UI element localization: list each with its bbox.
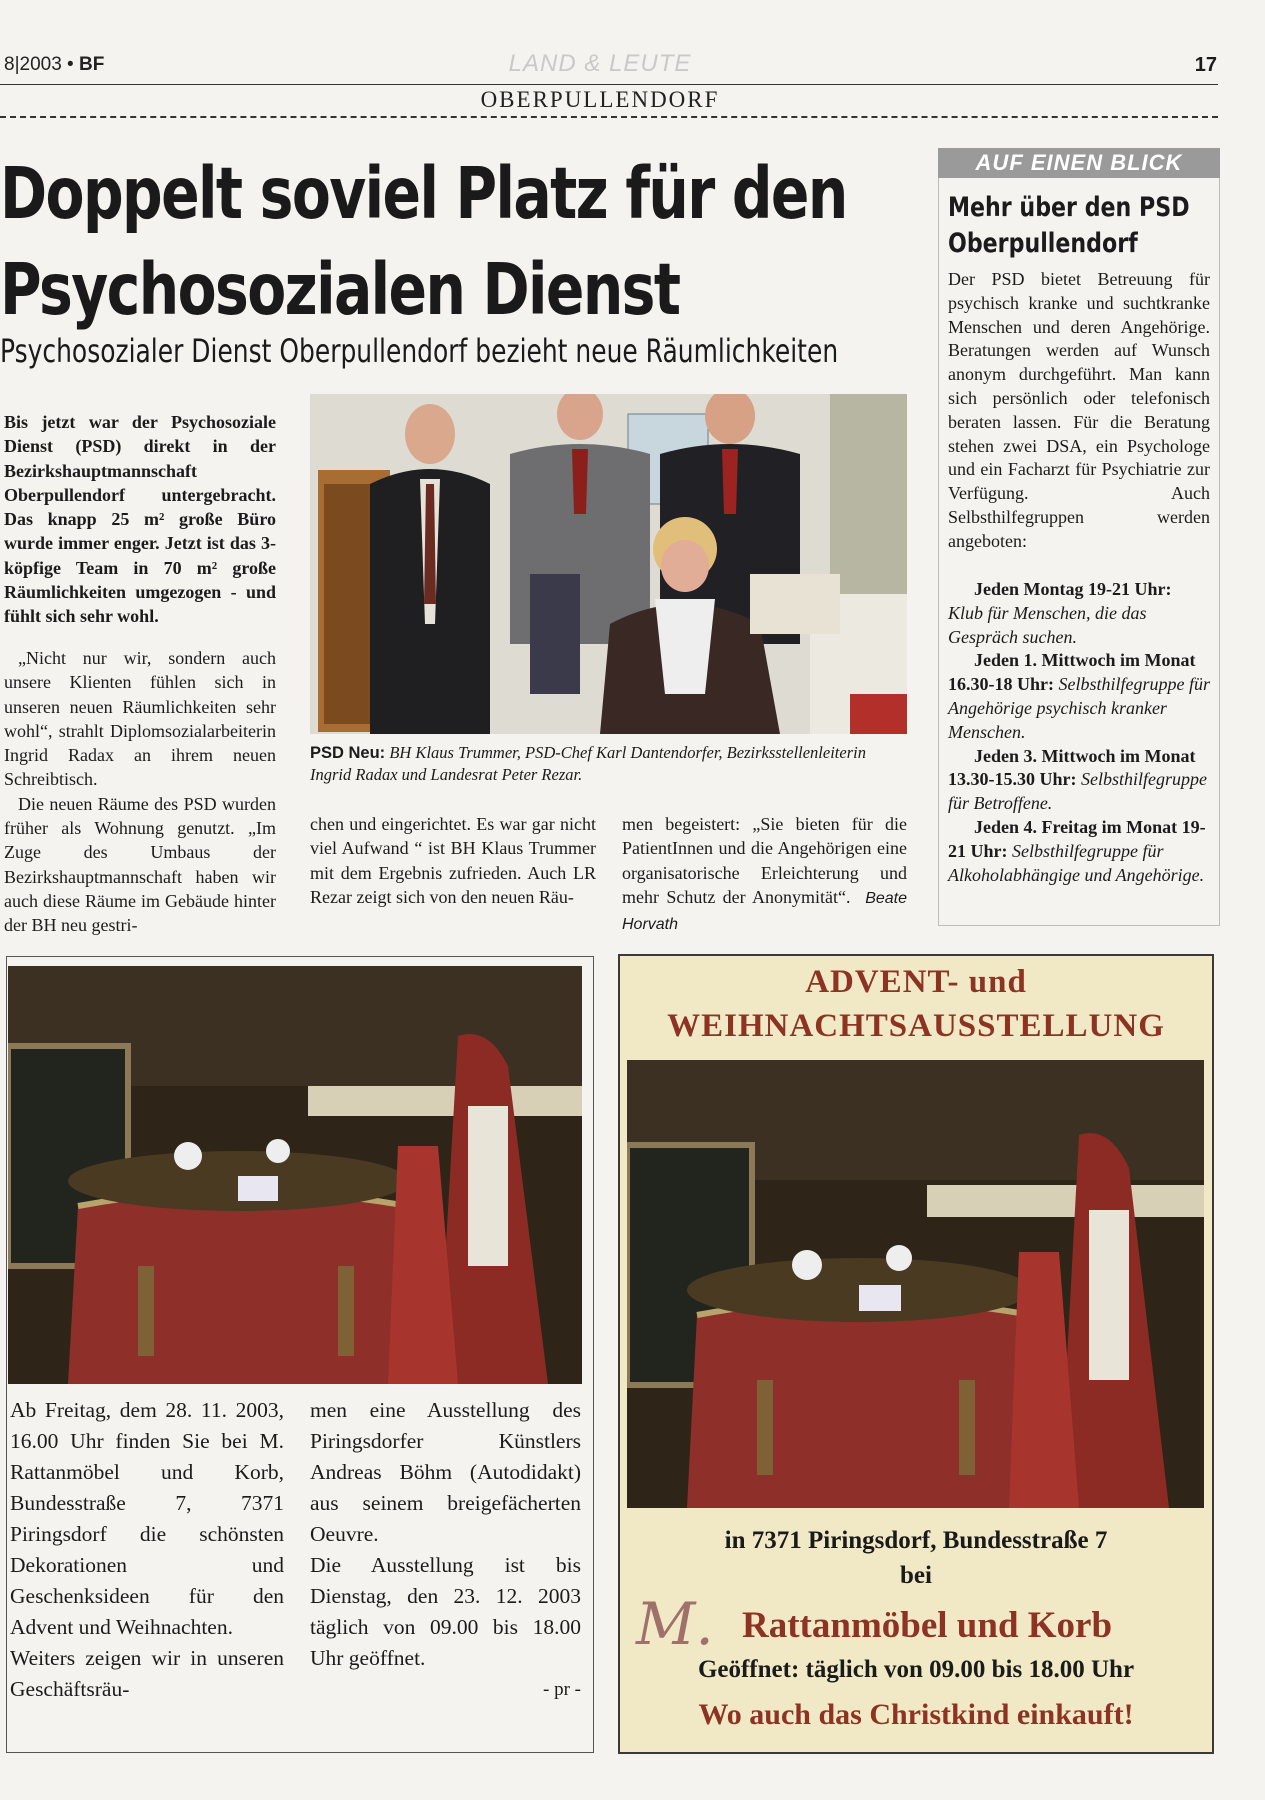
shop-logo: M.	[636, 1590, 714, 1658]
schedule-time: Jeden 3. Mittwoch im Monat 13.30-15.30 Uhr:	[948, 745, 1196, 790]
schedule-description: Selbsthilfegruppe für Alkoholabhängige und Angehörige.	[948, 840, 1205, 885]
author-signature: - pr -	[543, 1679, 581, 1700]
photo-illustration	[627, 1060, 1204, 1508]
schedule-time: Jeden 1. Mittwoch im Monat 16.30-18 Uhr:	[948, 650, 1196, 695]
schedule-item	[948, 816, 1210, 887]
ad-title	[620, 960, 1212, 1048]
sidebar-heading: Mehr über den PSD Oberpullendorf	[948, 192, 1190, 259]
sidebar-schedule	[948, 578, 1210, 887]
article-column-1	[4, 646, 276, 938]
ad-address: in 7371 Piringsdorf, Bundesstraße 7	[724, 1527, 1108, 1554]
paragraph: „Nicht nur wir, sondern auch unsere Klienten fühlen sich in unseren neuen Räumlichkeiten sehr wohl“, strahlt Diplomsozialarbeiterin Ingrid Radax an ihrem neuen Schreibtisch.	[4, 648, 276, 790]
paper-name: BF	[79, 54, 105, 75]
page-category: LAND & LEUTE	[508, 50, 692, 77]
headline-line-2: Psychosozialen Dienst	[0, 248, 680, 331]
schedule-time: Jeden 4. Freitag im Monat 19-21 Uhr:	[948, 816, 1206, 861]
page-number: 17	[1194, 54, 1217, 76]
schedule-description: Klub für Menschen, die das Gespräch suchen.	[948, 602, 1147, 647]
exhibition-column-1	[10, 1395, 284, 1705]
article-subheadline: Psychosozialer Dienst Oberpullendorf bezieht neue Räumlichkeiten	[0, 332, 839, 370]
ad-title-line-1: ADVENT- und	[805, 964, 1027, 1000]
ad-slogan: Wo auch das Christkind einkauft!	[698, 1698, 1134, 1731]
sidebar-body: Der PSD bietet Betreuung für psychisch kranke und suchtkranke Menschen und deren Angehörige. Beratungen werden auf Wunsch anonym durchgeführt. Man kann sich persönlich oder telefonisch beraten lassen. Für die Beratung stehen zwei DSA, ein Psychologe und ein Facharzt für Psychiatrie zur Verfügung. Auch Selbsthilfegruppen werden angeboten:	[948, 269, 1210, 551]
article-column-2: chen und eingerichtet. Es war gar nicht viel Aufwand “ ist BH Klaus Trummer mit dem Ergebnis zufrieden. Auch LR Rezar zeigt sich von den neuen Räu-	[310, 814, 596, 907]
ad-photo	[627, 1060, 1204, 1508]
schedule-item	[948, 578, 1210, 649]
schedule-description: Selbsthilfegruppe für Angehörige psychisch kranker Menschen.	[948, 674, 1210, 742]
section-title: OBERPULLENDORF	[480, 87, 720, 112]
schedule-item	[948, 745, 1210, 816]
paragraph: Ab Freitag, dem 28. 11. 2003, 16.00 Uhr finden Sie bei M. Rattanmöbel und Korb, Bundesstraße 7, 7371 Piringsdorf die schönsten Dekorationen und Geschenksideen für den Advent und Weihnachten.	[10, 1398, 284, 1639]
sidebar-title: AUF EINEN BLICK	[938, 148, 1220, 178]
issue-number: 8|2003	[4, 54, 62, 75]
schedule-time: Jeden Montag 19-21 Uhr:	[974, 579, 1172, 599]
photo-illustration	[310, 394, 907, 734]
schedule-item	[948, 649, 1210, 744]
article-lede: Bis jetzt war der Psychosoziale Dienst (PSD) direkt in der Bezirkshauptmannschaft Oberpullendorf untergebracht. Das knapp 25 m² große Büro wurde immer enger. Jetzt ist das 3-köpfige Team in 70 m² große Räumlichkeiten umgezogen - und fühlt sich sehr wohl.	[4, 412, 276, 627]
photo-illustration	[8, 966, 582, 1384]
paragraph: men eine Ausstellung des Piringsdorfer Künstlers Andreas Böhm (Autodidakt) aus seinem breigefächerten Oeuvre.	[310, 1398, 581, 1546]
paragraph: Die neuen Räume des PSD wurden früher als Wohnung genutzt. „Im Zuge des Umbaus der Bezirkshauptmannschaft haben wir auch diese Räume im Gebäude hinter der BH neu gestri-	[4, 793, 276, 936]
header-rule	[0, 84, 1218, 85]
article-byline: Beate Horvath	[622, 889, 908, 934]
paragraph: men begeistert: „Sie bieten für die PatientInnen und die Angehörigen eine organisatorische Erleichterung und mehr Schutz der Anonymität“.	[622, 814, 907, 907]
headline-line-1: Doppelt soviel Platz für den	[0, 152, 847, 235]
issue-info: 8|2003 • BF	[4, 54, 105, 75]
ad-title-line-2: WEIHNACHTSAUSSTELLUNG	[667, 1008, 1165, 1044]
article-headline	[0, 146, 920, 338]
caption-text: BH Klaus Trummer, PSD-Chef Karl Dantendorfer, Bezirksstellenleiterin Ingrid Radax und Landesrat Peter Rezar.	[310, 743, 866, 784]
opening-hours: Geöffnet: täglich von 09.00 bis 18.00 Uhr	[697, 1656, 1135, 1683]
article-column-3	[622, 812, 907, 937]
section-divider	[0, 116, 1218, 118]
psd-team-photo	[310, 394, 907, 734]
schedule-description: Selbsthilfegruppe für Betroffene.	[948, 769, 1207, 814]
paragraph: Die Ausstellung ist bis Dienstag, den 23. 12. 2003 täglich von 09.00 bis 18.00 Uhr geöffnet.	[310, 1553, 581, 1670]
photo-caption	[310, 742, 907, 786]
ad-bei: bei	[900, 1562, 932, 1589]
caption-label: PSD Neu:	[310, 744, 386, 762]
paragraph: Weiters zeigen wir in unseren Geschäftsräu-	[10, 1646, 284, 1701]
christmas-display-photo	[8, 966, 582, 1384]
exhibition-column-2	[310, 1395, 581, 1705]
shop-name: Rattanmöbel und Korb	[742, 1605, 1113, 1646]
